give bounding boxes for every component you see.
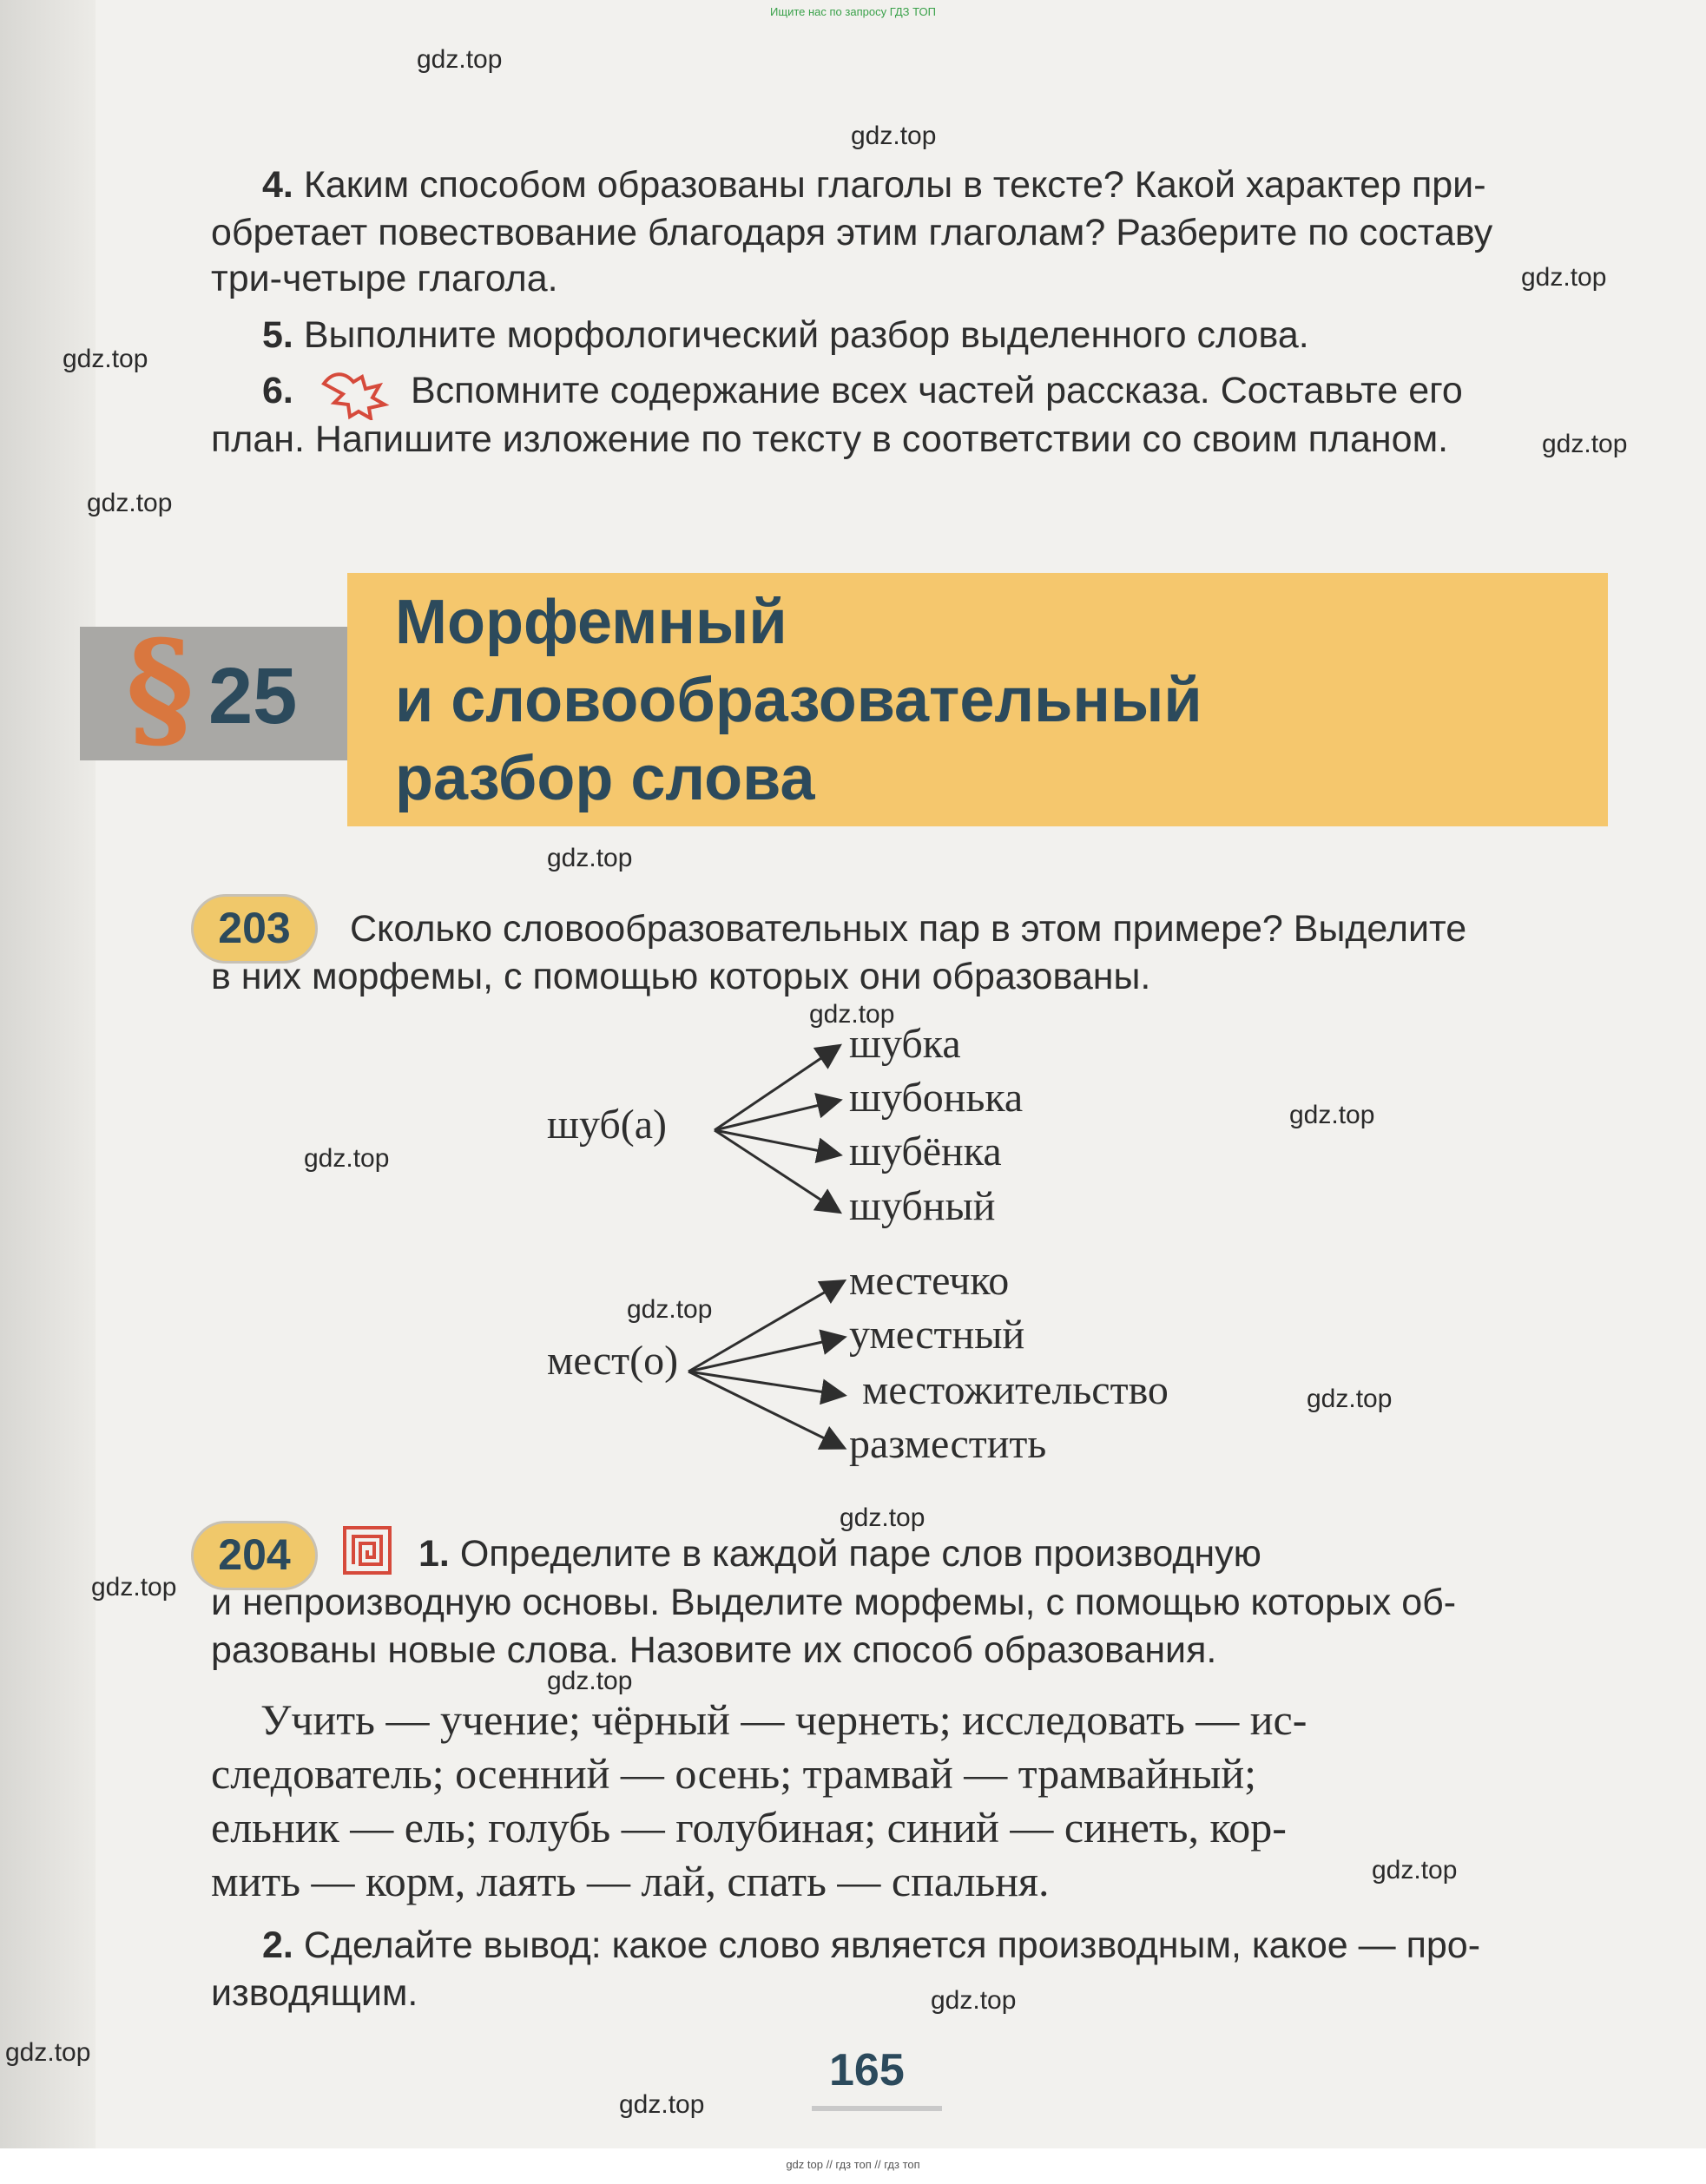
group-work-icon (343, 1526, 392, 1575)
watermark: gdz.top (627, 1295, 713, 1324)
exercise-text-line (262, 1921, 1480, 1970)
exercise-text-line: изводящим. (211, 1972, 418, 2014)
section-title-line: разбор слова (395, 744, 815, 813)
derived-word: шубонька (849, 1075, 1024, 1121)
watermark: gdz.top (1542, 430, 1628, 458)
watermark: gdz.top (851, 122, 937, 150)
derived-word: шубка (849, 1021, 961, 1067)
task-4-line (262, 161, 1486, 209)
task-6-line: Вспомните содержание всех частей рассказа. Составьте его (411, 370, 1463, 411)
task-number: 4. (262, 164, 293, 206)
watermark: gdz.top (840, 1503, 925, 1532)
task-6-line: план. Напишите изложение по тексту в соответствии со своим планом. (211, 418, 1449, 460)
task-6-line (262, 366, 293, 415)
task-number: 6. (262, 370, 293, 411)
task-4-line: обретает повествование благодаря этим глаголам? Разберите по составу (211, 212, 1493, 253)
derived-word: уместный (849, 1312, 1025, 1358)
exercise-number-badge: 204 (191, 1521, 318, 1590)
section-title-line: и словообразовательный (395, 666, 1202, 735)
example-line: мить — корм, лаять — лай, спать — спальня. (211, 1857, 1050, 1905)
watermark: gdz.top (1372, 1856, 1458, 1885)
watermark: gdz.top (91, 1573, 177, 1602)
derived-word: разместить (849, 1421, 1047, 1467)
task-text: Каким способом образованы глаголы в тексте? Какой характер при- (303, 164, 1486, 206)
exercise-text-line (418, 1529, 1261, 1578)
section-title-line: Морфемный (395, 588, 787, 657)
exercise-text-line: разованы новые слова. Назовите их способ образования. (211, 1629, 1217, 1671)
top-banner[interactable]: Ищите нас по запросу ГДЗ ТОП (770, 5, 936, 18)
exercise-text-line: в них морфемы, с помощью которых они образованы. (211, 956, 1151, 997)
page-spine-shadow (0, 0, 96, 2184)
derived-word: местечко (849, 1258, 1010, 1304)
creative-task-icon (317, 366, 391, 420)
derivation-root: шуб(а) (547, 1102, 668, 1148)
watermark: gdz.top (304, 1144, 390, 1173)
example-line: следователь; осенний — осень; трамвай — трамвайный; (211, 1749, 1257, 1798)
watermark: gdz.top (547, 1667, 633, 1695)
watermark: gdz.top (1289, 1101, 1375, 1129)
watermark: gdz.top (63, 345, 148, 373)
section-title (395, 583, 1202, 818)
derivation-root: мест(о) (547, 1338, 679, 1384)
watermark: gdz.top (5, 2038, 91, 2067)
exercise-number-badge: 203 (191, 894, 318, 964)
exercise-text-line: и непроизводную основы. Выделите морфемы, с помощью которых об- (211, 1582, 1457, 1623)
watermark: gdz.top (417, 45, 503, 74)
task-number: 2. (262, 1924, 293, 1966)
watermark: gdz.top (1307, 1385, 1393, 1413)
task-4-line: три-четыре глагола. (211, 258, 558, 299)
paragraph-sign: § (126, 612, 194, 765)
bottom-banner[interactable]: gdz top // гдз топ // гдз топ (786, 2158, 920, 2171)
task-text: Выполните морфологический разбор выделенного слова. (303, 314, 1309, 356)
task-number: 1. (418, 1533, 450, 1575)
derived-word: шубёнка (849, 1128, 1002, 1174)
derived-word: местожительство (862, 1367, 1169, 1413)
watermark: gdz.top (619, 2090, 705, 2119)
page-number: 165 (829, 2045, 905, 2095)
watermark: gdz.top (1521, 263, 1607, 292)
section-number: 25 (208, 652, 298, 740)
task-number: 5. (262, 314, 293, 356)
example-line: ельник — ель; голубь — голубиная; синий — синеть, кор- (211, 1803, 1287, 1852)
task-text: Определите в каждой паре слов производную (459, 1533, 1261, 1575)
exercise-text-line: Сколько словообразовательных пар в этом примере? Выделите (350, 908, 1467, 950)
watermark: gdz.top (809, 1000, 895, 1029)
watermark: gdz.top (931, 1986, 1017, 2015)
page-number-underline (812, 2106, 942, 2111)
task-5-line (262, 311, 1309, 359)
derivation-arrows (708, 1024, 855, 1241)
derivation-arrows (682, 1263, 855, 1480)
derived-word: шубный (849, 1183, 996, 1229)
example-line: Учить — учение; чёрный — чернеть; исследовать — ис- (260, 1695, 1307, 1744)
watermark: gdz.top (547, 844, 633, 872)
watermark: gdz.top (87, 489, 173, 517)
task-text: Сделайте вывод: какое слово является производным, какое — про- (303, 1924, 1481, 1966)
